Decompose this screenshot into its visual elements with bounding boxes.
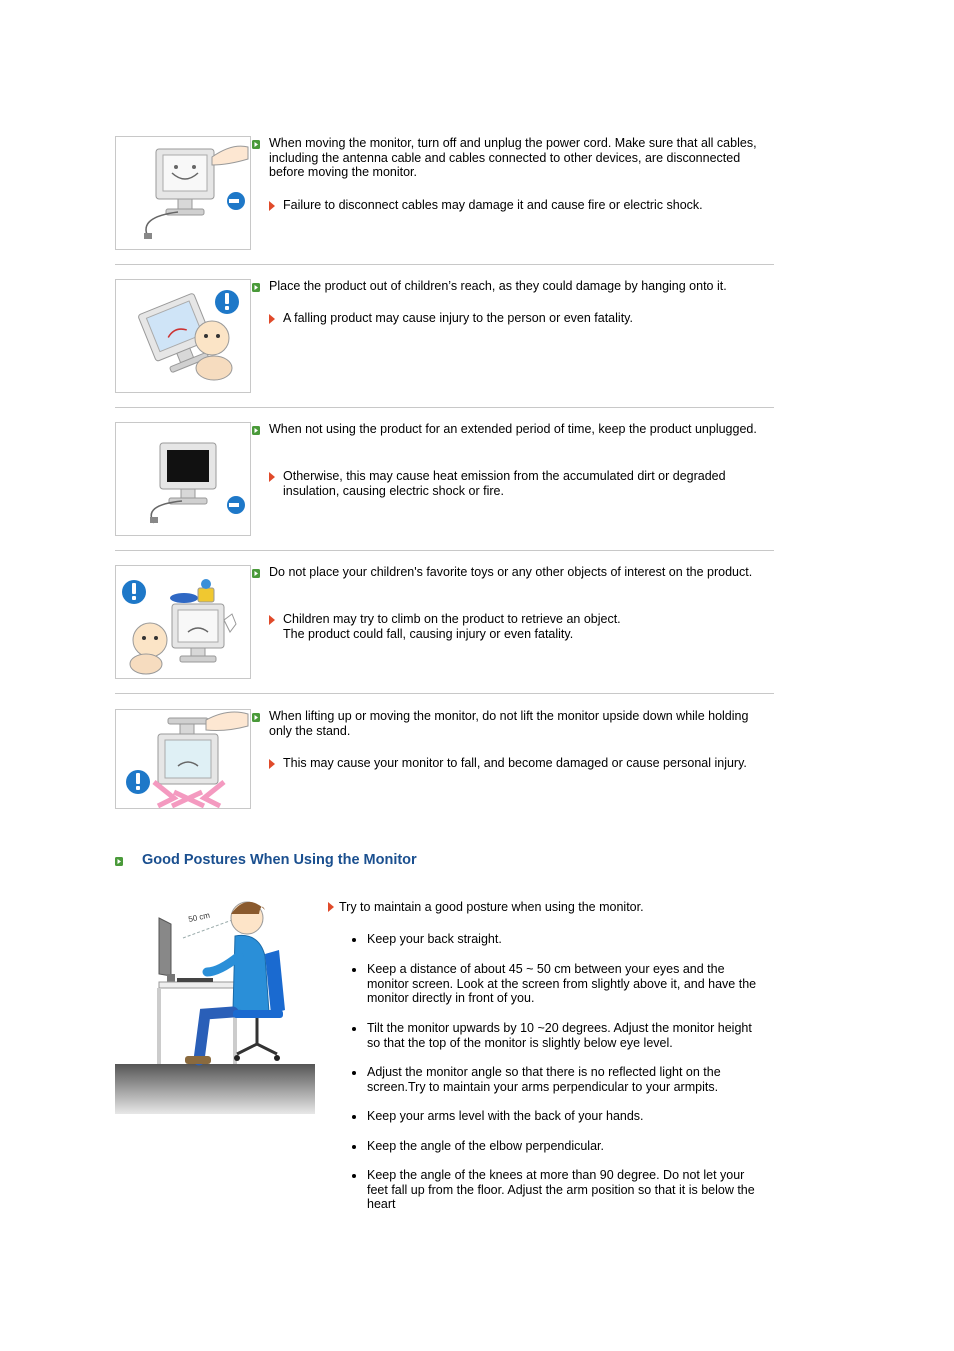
unplug-monitor-illustration bbox=[115, 136, 251, 250]
green-bullet-icon bbox=[252, 426, 260, 435]
bullet-dot-icon bbox=[352, 1071, 356, 1075]
bullet-dot-icon bbox=[352, 938, 356, 942]
consequence-item: This may cause your monitor to fall, and become damaged or cause personal injury. bbox=[269, 756, 769, 786]
distance-label: 50 cm bbox=[187, 910, 211, 924]
divider bbox=[115, 550, 774, 551]
red-arrow-icon bbox=[328, 902, 334, 912]
divider bbox=[115, 264, 774, 265]
bullet-dot-icon bbox=[352, 1027, 356, 1031]
consequence-item: A falling product may cause injury to the person or even fatality. bbox=[269, 311, 769, 327]
green-bullet-icon bbox=[252, 283, 260, 292]
bullet-dot-icon bbox=[352, 1145, 356, 1149]
caution-section-5 bbox=[115, 709, 774, 819]
upside-down-monitor-illustration bbox=[115, 709, 251, 809]
caution-text: Do not place your children's favorite toys or any other objects of interest on the product. bbox=[269, 565, 753, 579]
toys-on-monitor-illustration bbox=[115, 565, 251, 679]
red-arrow-icon bbox=[269, 201, 275, 211]
consequence-item: Failure to disconnect cables may damage it and cause fire or electric shock. bbox=[269, 198, 769, 214]
consequence-item: Otherwise, this may cause heat emission from the accumulated dirt or degraded insulation, causing electric shock or fire. bbox=[269, 469, 769, 499]
red-arrow-icon bbox=[269, 314, 275, 324]
red-arrow-icon bbox=[269, 615, 275, 625]
green-bullet-icon bbox=[252, 713, 260, 722]
green-bullet-icon bbox=[252, 140, 260, 149]
caution-section-1 bbox=[115, 136, 774, 256]
bullet-dot-icon bbox=[352, 1174, 356, 1178]
red-arrow-icon bbox=[269, 759, 275, 769]
caution-text: When lifting up or moving the monitor, do not lift the monitor upside down while holding only the stand. bbox=[269, 709, 749, 738]
caution-section-3 bbox=[115, 422, 774, 542]
child-hanging-monitor-illustration bbox=[115, 279, 251, 393]
caution-text: Place the product out of children’s reach, as they could damage by hanging onto it. bbox=[269, 279, 727, 293]
green-bullet-icon bbox=[115, 857, 123, 866]
green-bullet-icon bbox=[252, 569, 260, 578]
red-arrow-icon bbox=[269, 472, 275, 482]
good-posture-illustration bbox=[115, 894, 315, 1114]
divider bbox=[115, 407, 774, 408]
caution-section-4 bbox=[115, 565, 774, 685]
consequence-item: Children may try to climb on the product to retrieve an object. The product could fall, causing injury or even fatality. bbox=[269, 612, 769, 642]
caution-text: When moving the monitor, turn off and unplug the power cord. Make sure that all cables, including the antenna cable and cables connected to other devices, are disconnected before moving the monitor. bbox=[269, 136, 757, 179]
unplugged-monitor-illustration bbox=[115, 422, 251, 536]
bullet-dot-icon bbox=[352, 1115, 356, 1119]
divider bbox=[115, 693, 774, 694]
caution-section-2 bbox=[115, 279, 774, 399]
bullet-dot-icon bbox=[352, 968, 356, 972]
posture-heading bbox=[115, 852, 615, 870]
caution-text: When not using the product for an extended period of time, keep the product unplugged. bbox=[269, 422, 757, 436]
section-title: Good Postures When Using the Monitor bbox=[142, 852, 417, 868]
